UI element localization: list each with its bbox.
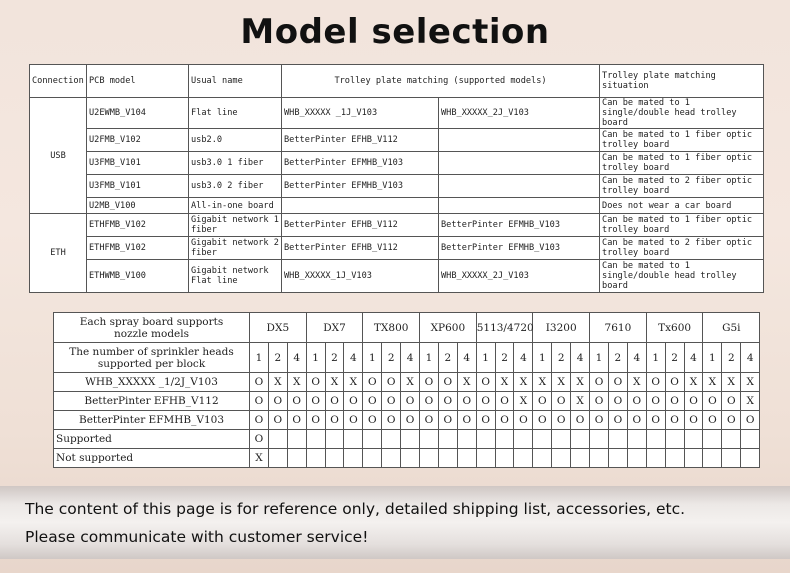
support-mark-cell: O	[344, 411, 363, 430]
nozzle-model-cell: G5i	[703, 313, 760, 343]
pcb-model-cell: U2MB_V100	[87, 198, 189, 214]
board-support-row	[54, 392, 760, 411]
empty-cell	[608, 449, 627, 468]
trolley-model-1-cell: BetterPinter EFHB_V112	[282, 214, 439, 237]
support-mark-cell: X	[533, 373, 552, 392]
support-mark-cell: X	[722, 373, 741, 392]
trolley-model-2-cell	[439, 198, 600, 214]
trolley-model-1-cell: BetterPinter EFHB_V112	[282, 237, 439, 260]
empty-cell	[287, 430, 306, 449]
empty-cell	[590, 449, 609, 468]
empty-cell	[722, 430, 741, 449]
trolley-model-2-cell	[439, 152, 600, 175]
nozzle-model-cell: TX800	[363, 313, 420, 343]
table-row	[30, 152, 764, 175]
legend-label: Supported	[54, 430, 250, 449]
support-mark-cell: O	[476, 373, 495, 392]
empty-cell	[382, 430, 401, 449]
support-mark-cell: O	[646, 373, 665, 392]
header-trolley-matching: Trolley plate matching (supported models)	[282, 65, 600, 98]
usual-name-cell: Gigabit network 2 fiber	[189, 237, 282, 260]
support-mark-cell: O	[476, 392, 495, 411]
empty-cell	[627, 430, 646, 449]
trolley-model-2-cell: WHB_XXXXX_2J_V103	[439, 260, 600, 293]
support-mark-cell: X	[571, 373, 590, 392]
empty-cell	[363, 430, 382, 449]
support-mark-cell: O	[325, 411, 344, 430]
trolley-model-2-cell: BetterPinter EFMHB_V103	[439, 214, 600, 237]
nozzle-model-cell: 7610	[590, 313, 647, 343]
support-mark-cell: O	[533, 411, 552, 430]
support-mark-cell: O	[608, 392, 627, 411]
head-count-cell: 2	[495, 343, 514, 373]
support-mark-cell: O	[514, 411, 533, 430]
empty-cell	[571, 449, 590, 468]
support-mark-cell: O	[401, 392, 420, 411]
empty-cell	[306, 449, 325, 468]
empty-cell	[420, 430, 439, 449]
empty-cell	[627, 449, 646, 468]
heads-per-block-row	[54, 343, 760, 373]
empty-cell	[287, 449, 306, 468]
nozzle-support-table-body	[54, 313, 760, 468]
pcb-model-table-panel	[29, 64, 763, 290]
matching-situation-cell: Can be mated to 1 single/double head trolley board	[600, 98, 764, 129]
empty-cell	[703, 449, 722, 468]
table-header-row	[30, 65, 764, 98]
legend-symbol: X	[250, 449, 269, 468]
support-mark-cell: O	[363, 411, 382, 430]
trolley-model-2-cell: BetterPinter EFMHB_V103	[439, 237, 600, 260]
support-mark-cell: O	[665, 373, 684, 392]
head-count-cell: 2	[382, 343, 401, 373]
nozzle-model-cell: XP600	[420, 313, 477, 343]
support-mark-cell: O	[382, 392, 401, 411]
empty-cell	[420, 449, 439, 468]
support-mark-cell: X	[741, 392, 760, 411]
empty-cell	[646, 449, 665, 468]
board-name-cell: WHB_XXXXX _1/2J_V103	[54, 373, 250, 392]
trolley-model-2-cell	[439, 175, 600, 198]
table-row	[30, 214, 764, 237]
support-mark-cell: X	[325, 373, 344, 392]
board-name-cell: BetterPinter EFHB_V112	[54, 392, 250, 411]
support-mark-cell: O	[571, 411, 590, 430]
head-count-cell: 1	[476, 343, 495, 373]
empty-cell	[533, 449, 552, 468]
empty-cell	[684, 430, 703, 449]
pcb-model-cell: U2FMB_V102	[87, 129, 189, 152]
support-mark-cell: O	[438, 392, 457, 411]
support-mark-cell: O	[363, 392, 382, 411]
empty-cell	[646, 430, 665, 449]
matching-situation-cell: Can be mated to 2 fiber optic trolley board	[600, 175, 764, 198]
support-mark-cell: O	[722, 411, 741, 430]
support-mark-cell: O	[420, 392, 439, 411]
support-mark-cell: O	[363, 373, 382, 392]
footer-note	[0, 486, 790, 559]
support-mark-cell: O	[684, 411, 703, 430]
empty-cell	[268, 449, 287, 468]
support-mark-cell: O	[552, 392, 571, 411]
page-title: Model selection	[240, 12, 550, 52]
support-mark-cell: O	[287, 411, 306, 430]
matching-situation-cell: Does not wear a car board	[600, 198, 764, 214]
empty-cell	[457, 449, 476, 468]
trolley-model-1-cell: WHB_XXXXX _1J_V103	[282, 98, 439, 129]
trolley-model-2-cell	[439, 129, 600, 152]
empty-cell	[665, 449, 684, 468]
heads-per-block-label: The number of sprinkler heads supported per block	[54, 343, 250, 373]
empty-cell	[533, 430, 552, 449]
trolley-model-1-cell: WHB_XXXXX_1J_V103	[282, 260, 439, 293]
empty-cell	[325, 430, 344, 449]
usual-name-cell: Gigabit network Flat line	[189, 260, 282, 293]
empty-cell	[495, 449, 514, 468]
support-mark-cell: O	[476, 411, 495, 430]
empty-cell	[514, 430, 533, 449]
head-count-cell: 2	[268, 343, 287, 373]
empty-cell	[552, 430, 571, 449]
empty-cell	[552, 449, 571, 468]
support-mark-cell: O	[741, 411, 760, 430]
empty-cell	[608, 430, 627, 449]
support-mark-cell: X	[571, 392, 590, 411]
empty-cell	[344, 449, 363, 468]
table-row	[30, 98, 764, 129]
pcb-model-cell: ETHWMB_V100	[87, 260, 189, 293]
pcb-model-cell: ETHFMB_V102	[87, 237, 189, 260]
table-row	[30, 198, 764, 214]
trolley-model-1-cell: BetterPinter EFMHB_V103	[282, 175, 439, 198]
support-mark-cell: O	[703, 392, 722, 411]
support-mark-cell: O	[306, 392, 325, 411]
empty-cell	[457, 430, 476, 449]
support-mark-cell: O	[457, 392, 476, 411]
empty-cell	[306, 430, 325, 449]
head-count-cell: 4	[344, 343, 363, 373]
empty-cell	[401, 449, 420, 468]
empty-cell	[325, 449, 344, 468]
support-mark-cell: O	[287, 392, 306, 411]
empty-cell	[684, 449, 703, 468]
pcb-model-table	[29, 64, 764, 293]
empty-cell	[344, 430, 363, 449]
support-mark-cell: X	[514, 392, 533, 411]
support-mark-cell: X	[552, 373, 571, 392]
legend-label: Not supported	[54, 449, 250, 468]
head-count-cell: 2	[608, 343, 627, 373]
nozzle-model-cell: DX7	[306, 313, 363, 343]
header-pcb-model: PCB model	[87, 65, 189, 98]
usual-name-cell: usb2.0	[189, 129, 282, 152]
head-count-cell: 4	[287, 343, 306, 373]
empty-cell	[741, 430, 760, 449]
support-mark-cell: O	[382, 411, 401, 430]
support-mark-cell: X	[457, 373, 476, 392]
empty-cell	[438, 430, 457, 449]
head-count-cell: 2	[722, 343, 741, 373]
head-count-cell: 4	[684, 343, 703, 373]
header-connection: Connection	[30, 65, 87, 98]
connection-cell: USB	[30, 98, 87, 214]
support-mark-cell: O	[590, 373, 609, 392]
support-mark-cell: O	[646, 392, 665, 411]
empty-cell	[703, 430, 722, 449]
support-mark-cell: O	[665, 411, 684, 430]
support-mark-cell: X	[401, 373, 420, 392]
board-support-row	[54, 411, 760, 430]
head-count-cell: 1	[703, 343, 722, 373]
support-mark-cell: O	[703, 411, 722, 430]
support-mark-cell: O	[722, 392, 741, 411]
trolley-model-1-cell: BetterPinter EFMHB_V103	[282, 152, 439, 175]
support-mark-cell: O	[344, 392, 363, 411]
head-count-cell: 1	[646, 343, 665, 373]
support-mark-cell: O	[438, 411, 457, 430]
matching-situation-cell: Can be mated to 1 fiber optic trolley board	[600, 214, 764, 237]
support-mark-cell: O	[608, 411, 627, 430]
support-mark-cell: O	[665, 392, 684, 411]
support-mark-cell: O	[250, 411, 269, 430]
head-count-cell: 4	[457, 343, 476, 373]
head-count-cell: 4	[571, 343, 590, 373]
footer-line-2: Please communicate with customer service!	[25, 528, 369, 546]
matching-situation-cell: Can be mated to 2 fiber optic trolley board	[600, 237, 764, 260]
nozzle-model-cell: 5113/4720	[476, 313, 533, 343]
empty-cell	[401, 430, 420, 449]
support-mark-cell: O	[590, 411, 609, 430]
empty-cell	[495, 430, 514, 449]
head-count-cell: 1	[590, 343, 609, 373]
usual-name-cell: usb3.0 1 fiber	[189, 152, 282, 175]
head-count-cell: 2	[665, 343, 684, 373]
support-mark-cell: X	[344, 373, 363, 392]
nozzle-model-cell: DX5	[250, 313, 307, 343]
support-mark-cell: X	[268, 373, 287, 392]
empty-cell	[476, 449, 495, 468]
support-mark-cell: O	[325, 392, 344, 411]
head-count-cell: 2	[438, 343, 457, 373]
head-count-cell: 1	[533, 343, 552, 373]
connection-cell: ETH	[30, 214, 87, 293]
support-mark-cell: O	[627, 392, 646, 411]
support-mark-cell: O	[608, 373, 627, 392]
nozzle-header-label: Each spray board supports nozzle models	[54, 313, 250, 343]
board-support-row	[54, 373, 760, 392]
empty-cell	[382, 449, 401, 468]
usual-name-cell: Gigabit network 1 fiber	[189, 214, 282, 237]
empty-cell	[571, 430, 590, 449]
support-mark-cell: X	[514, 373, 533, 392]
support-mark-cell: O	[627, 411, 646, 430]
support-mark-cell: X	[684, 373, 703, 392]
empty-cell	[438, 449, 457, 468]
legend-symbol: O	[250, 430, 269, 449]
nozzle-model-cell: I3200	[533, 313, 590, 343]
usual-name-cell: usb3.0 2 fiber	[189, 175, 282, 198]
support-mark-cell: O	[250, 392, 269, 411]
empty-cell	[476, 430, 495, 449]
head-count-cell: 1	[306, 343, 325, 373]
support-mark-cell: O	[457, 411, 476, 430]
head-count-cell: 2	[325, 343, 344, 373]
matching-situation-cell: Can be mated to 1 fiber optic trolley board	[600, 152, 764, 175]
support-mark-cell: X	[627, 373, 646, 392]
support-mark-cell: O	[495, 392, 514, 411]
support-mark-cell: O	[684, 392, 703, 411]
usual-name-cell: All-in-one board	[189, 198, 282, 214]
matching-situation-cell: Can be mated to 1 single/double head trolley board	[600, 260, 764, 293]
support-mark-cell: X	[495, 373, 514, 392]
nozzle-support-table	[53, 312, 760, 468]
header-usual-name: Usual name	[189, 65, 282, 98]
empty-cell	[722, 449, 741, 468]
table-row	[30, 260, 764, 293]
trolley-model-2-cell: WHB_XXXXX_2J_V103	[439, 98, 600, 129]
support-mark-cell: O	[268, 411, 287, 430]
empty-cell	[268, 430, 287, 449]
trolley-model-1-cell	[282, 198, 439, 214]
pcb-model-cell: U3FMB_V101	[87, 175, 189, 198]
empty-cell	[363, 449, 382, 468]
head-count-cell: 4	[741, 343, 760, 373]
head-count-cell: 1	[420, 343, 439, 373]
support-mark-cell: O	[552, 411, 571, 430]
head-count-cell: 4	[401, 343, 420, 373]
table-row	[30, 175, 764, 198]
nozzle-model-cell: Tx600	[646, 313, 703, 343]
nozzle-support-table-panel	[53, 312, 759, 465]
support-mark-cell: O	[590, 392, 609, 411]
board-name-cell: BetterPinter EFMHB_V103	[54, 411, 250, 430]
footer-line-1: The content of this page is for reference only, detailed shipping list, accessories, etc.	[25, 500, 686, 518]
support-mark-cell: X	[287, 373, 306, 392]
legend-row	[54, 449, 760, 468]
head-count-cell: 4	[627, 343, 646, 373]
table-row	[30, 237, 764, 260]
head-count-cell: 1	[250, 343, 269, 373]
support-mark-cell: O	[533, 392, 552, 411]
empty-cell	[665, 430, 684, 449]
pcb-model-cell: U2EWMB_V104	[87, 98, 189, 129]
support-mark-cell: O	[382, 373, 401, 392]
pcb-model-cell: U3FMB_V101	[87, 152, 189, 175]
empty-cell	[514, 449, 533, 468]
pcb-model-table-body	[30, 65, 764, 293]
support-mark-cell: O	[268, 392, 287, 411]
head-count-cell: 2	[552, 343, 571, 373]
usual-name-cell: Flat line	[189, 98, 282, 129]
support-mark-cell: O	[401, 411, 420, 430]
header-matching-situation: Trolley plate matching situation	[600, 65, 764, 98]
head-count-cell: 4	[514, 343, 533, 373]
support-mark-cell: X	[703, 373, 722, 392]
support-mark-cell: O	[420, 373, 439, 392]
legend-row	[54, 430, 760, 449]
support-mark-cell: O	[250, 373, 269, 392]
empty-cell	[590, 430, 609, 449]
support-mark-cell: O	[646, 411, 665, 430]
head-count-cell: 1	[363, 343, 382, 373]
support-mark-cell: O	[306, 373, 325, 392]
pcb-model-cell: ETHFMB_V102	[87, 214, 189, 237]
matching-situation-cell: Can be mated to 1 fiber optic trolley board	[600, 129, 764, 152]
table-row	[30, 129, 764, 152]
support-mark-cell: O	[495, 411, 514, 430]
support-mark-cell: O	[306, 411, 325, 430]
support-mark-cell: O	[420, 411, 439, 430]
support-mark-cell: O	[438, 373, 457, 392]
nozzle-header-row	[54, 313, 760, 343]
support-mark-cell: X	[741, 373, 760, 392]
trolley-model-1-cell: BetterPinter EFHB_V112	[282, 129, 439, 152]
empty-cell	[741, 449, 760, 468]
